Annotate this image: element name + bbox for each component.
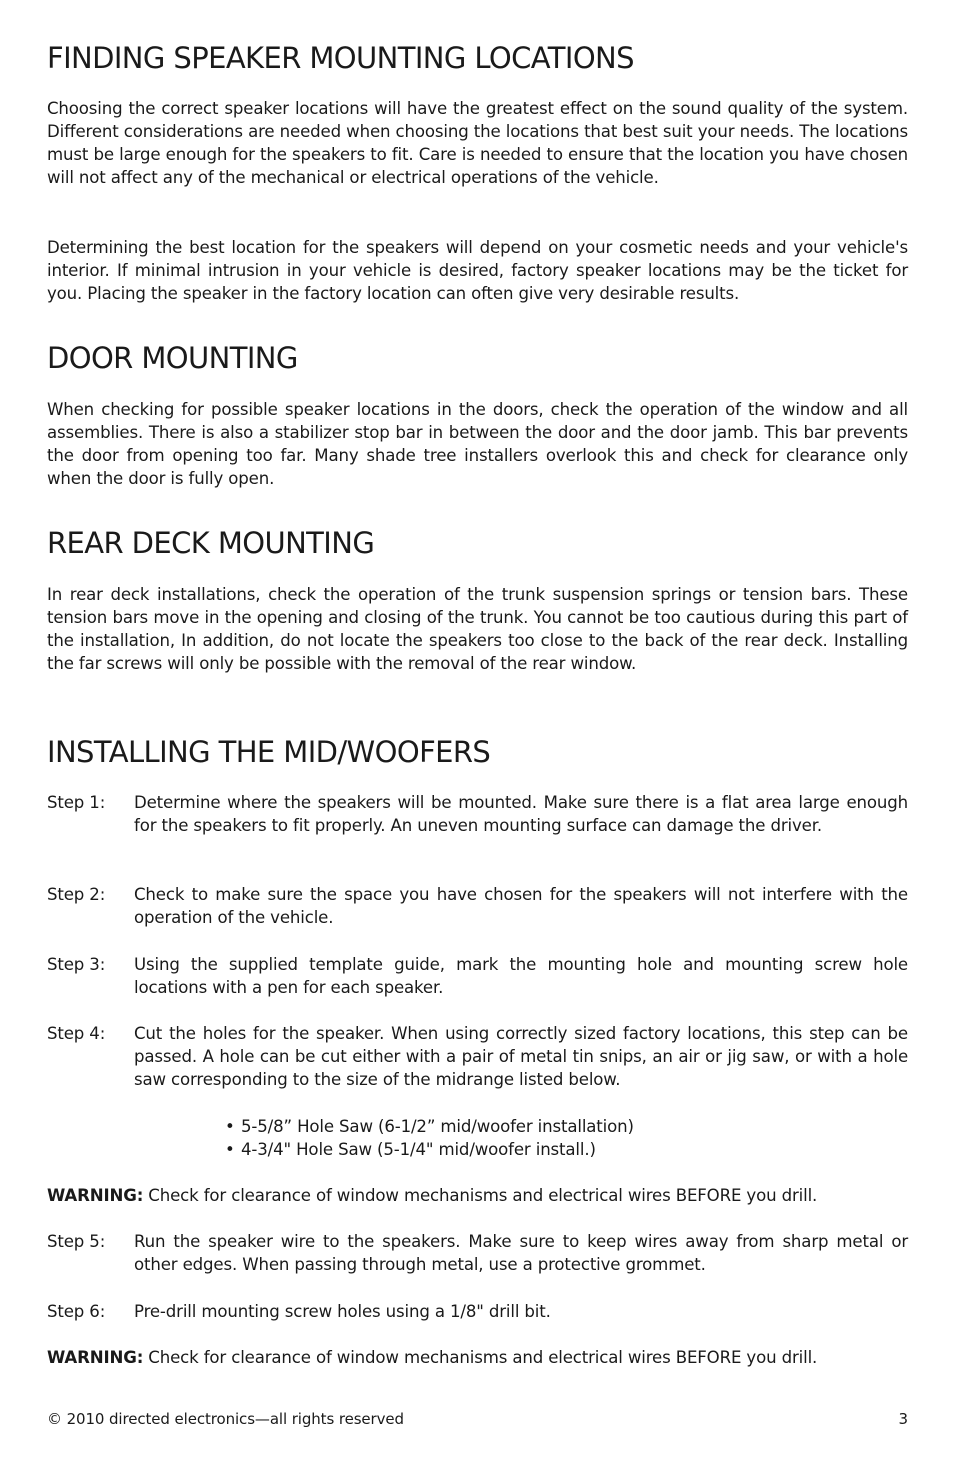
step-4: [47, 1022, 908, 1091]
warning-label: WARNING:: [47, 1348, 144, 1367]
step-6: [47, 1300, 908, 1323]
step-2: [47, 883, 908, 929]
step-text: Check to make sure the space you have chosen for the speakers will not interfere with the operation of the vehicle.: [134, 885, 908, 927]
step-label: Step 5:: [47, 1232, 106, 1251]
paragraph-best-location: Determining the best location for the speakers will depend on your cosmetic needs and your vehicle's interior. If minimal intrusion in your vehicle is desired, factory speaker locations may be the ticket for you. Placing the speaker in the factory location can often give very desirable results.: [47, 238, 908, 303]
copyright-text: © 2010 directed electronics—all rights reserved: [47, 1410, 404, 1428]
step-label: Step 2:: [47, 885, 106, 904]
warning-text: Check for clearance of window mechanisms and electrical wires BEFORE you drill.: [143, 1186, 818, 1205]
paragraph-door-mounting: When checking for possible speaker locations in the doors, check the operation of the window and all assemblies. There is also a stabilizer stop bar in between the door and the door jamb. This bar prevents the door from opening too far. Many shade tree installers overlook this and check for clearance only when the door is fully open.: [47, 400, 908, 488]
warning-text: Check for clearance of window mechanisms and electrical wires BEFORE you drill.: [143, 1348, 818, 1367]
warning-notice: [47, 1346, 908, 1369]
heading-rear-deck-mounting: REAR DECK MOUNTING: [47, 526, 375, 560]
step-1: [47, 791, 908, 837]
step-text: Cut the holes for the speaker. When using correctly sized factory locations, this step can be passed. A hole can be cut either with a pair of metal tin snips, an air or jig saw, or with a hole saw corresponding to the size of the midrange listed below.: [134, 1024, 908, 1089]
page-footer: [47, 1410, 908, 1428]
step-text: Run the speaker wire to the speakers. Make sure to keep wires away from sharp metal or other edges. When passing through metal, use a protective grommet.: [134, 1232, 908, 1274]
step-label: Step 4:: [47, 1024, 106, 1043]
list-item: • 5-5/8” Hole Saw (6-1/2” mid/woofer installation): [225, 1115, 634, 1138]
step-text: Using the supplied template guide, mark the mounting hole and mounting screw hole locations with a pen for each speaker.: [134, 955, 908, 997]
hole-saw-list: [225, 1115, 634, 1161]
step-3: [47, 953, 908, 999]
step-label: Step 1:: [47, 793, 106, 812]
paragraph-rear-deck: In rear deck installations, check the operation of the trunk suspension springs or tension bars. These tension bars move in the opening and closing of the trunk. You cannot be too cautious during this part of the installation, In addition, do not locate the speakers too close to the back of the rear deck. Installing the far screws will only be possible with the removal of the rear window.: [47, 585, 908, 673]
paragraph-choosing-locations: Choosing the correct speaker locations will have the greatest effect on the sound quality of the system. Different considerations are needed when choosing the locations that best suit your needs. The locations must be large enough for the speakers to fit. Care is needed to ensure that the location you have chosen will not affect any of the mechanical or electrical operations of the vehicle.: [47, 99, 908, 187]
step-label: Step 3:: [47, 955, 106, 974]
warning-notice: [47, 1184, 908, 1207]
step-text: Determine where the speakers will be mounted. Make sure there is a flat area large enough for the speakers to fit properly. An uneven mounting surface can damage the driver.: [134, 793, 908, 835]
heading-installing-mid-woofers: INSTALLING THE MID/WOOFERS: [47, 735, 491, 769]
page-number: 3: [898, 1410, 908, 1428]
heading-finding-locations: FINDING SPEAKER MOUNTING LOCATIONS: [47, 41, 634, 75]
step-text: Pre-drill mounting screw holes using a 1/8" drill bit.: [134, 1302, 551, 1321]
step-label: Step 6:: [47, 1302, 106, 1321]
step-5: [47, 1230, 908, 1276]
heading-door-mounting: DOOR MOUNTING: [47, 341, 298, 375]
warning-label: WARNING:: [47, 1186, 144, 1205]
list-item: • 4-3/4" Hole Saw (5-1/4" mid/woofer install.): [225, 1138, 634, 1161]
